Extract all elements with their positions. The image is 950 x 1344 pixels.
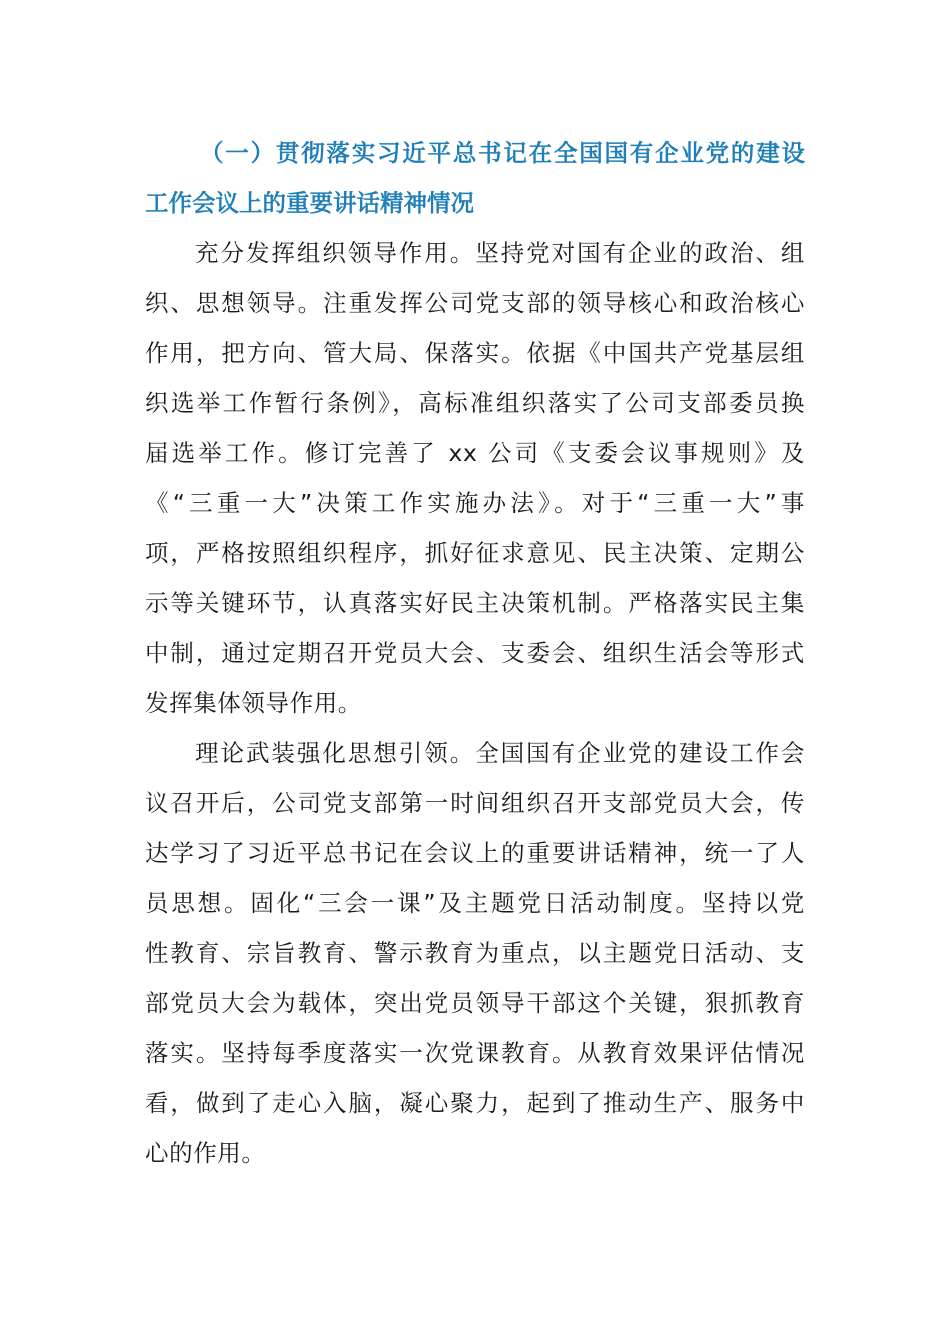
paragraph-line: 理论武装强化思想引领。全国国有企业党的建设工作会	[195, 739, 805, 767]
paragraph-line: 项，严格按照组织程序，抓好征求意见、民主决策、定期公	[145, 539, 805, 567]
paragraph-theoretical-arming	[145, 728, 805, 1178]
paragraph-line: 看，做到了走心入脑，凝心聚力，起到了推动生产、服务中	[145, 1089, 805, 1117]
paragraph-line: 织、思想领导。注重发挥公司党支部的领导核心和政治核心	[145, 289, 805, 317]
paragraph-line: 发挥集体领导作用。	[145, 689, 362, 717]
paragraph-line: 议召开后，公司党支部第一时间组织召开支部党员大会，传	[145, 789, 805, 817]
paragraph-line: 部党员大会为载体，突出党员领导干部这个关键，狠抓教育	[145, 989, 805, 1017]
paragraph-organizational-leadership	[145, 228, 805, 728]
paragraph-line: 织选举工作暂行条例》，高标准组织落实了公司支部委员换	[145, 389, 805, 417]
paragraph-line: 充分发挥组织领导作用。坚持党对国有企业的政治、组	[195, 239, 805, 267]
paragraph-line: 《“三重一大”决策工作实施办法》。对于“三重一大”事	[145, 489, 805, 517]
paragraph-line: 性教育、宗旨教育、警示教育为重点，以主题党日活动、支	[145, 939, 805, 967]
heading-line: （一）贯彻落实习近平总书记在全国国有企业党的建设	[200, 139, 805, 167]
paragraph-line: 届选举工作。修订完善了 xx 公司《支委会议事规则》及	[145, 439, 805, 467]
heading-line: 工作会议上的重要讲话精神情况	[145, 189, 474, 217]
paragraph-line: 作用，把方向、管大局、保落实。依据《中国共产党基层组	[145, 339, 805, 367]
paragraph-line: 中制，通过定期召开党员大会、支委会、组织生活会等形式	[145, 639, 805, 667]
paragraph-line: 心的作用。	[145, 1139, 266, 1167]
paragraph-line: 员思想。固化“三会一课”及主题党日活动制度。坚持以党	[145, 889, 805, 917]
document-body	[145, 128, 805, 1178]
paragraph-line: 达学习了习近平总书记在会议上的重要讲话精神，统一了人	[145, 839, 805, 867]
section-heading	[145, 128, 805, 228]
paragraph-line: 示等关键环节，认真落实好民主决策机制。严格落实民主集	[145, 589, 805, 617]
paragraph-line: 落实。坚持每季度落实一次党课教育。从教育效果评估情况	[145, 1039, 805, 1067]
